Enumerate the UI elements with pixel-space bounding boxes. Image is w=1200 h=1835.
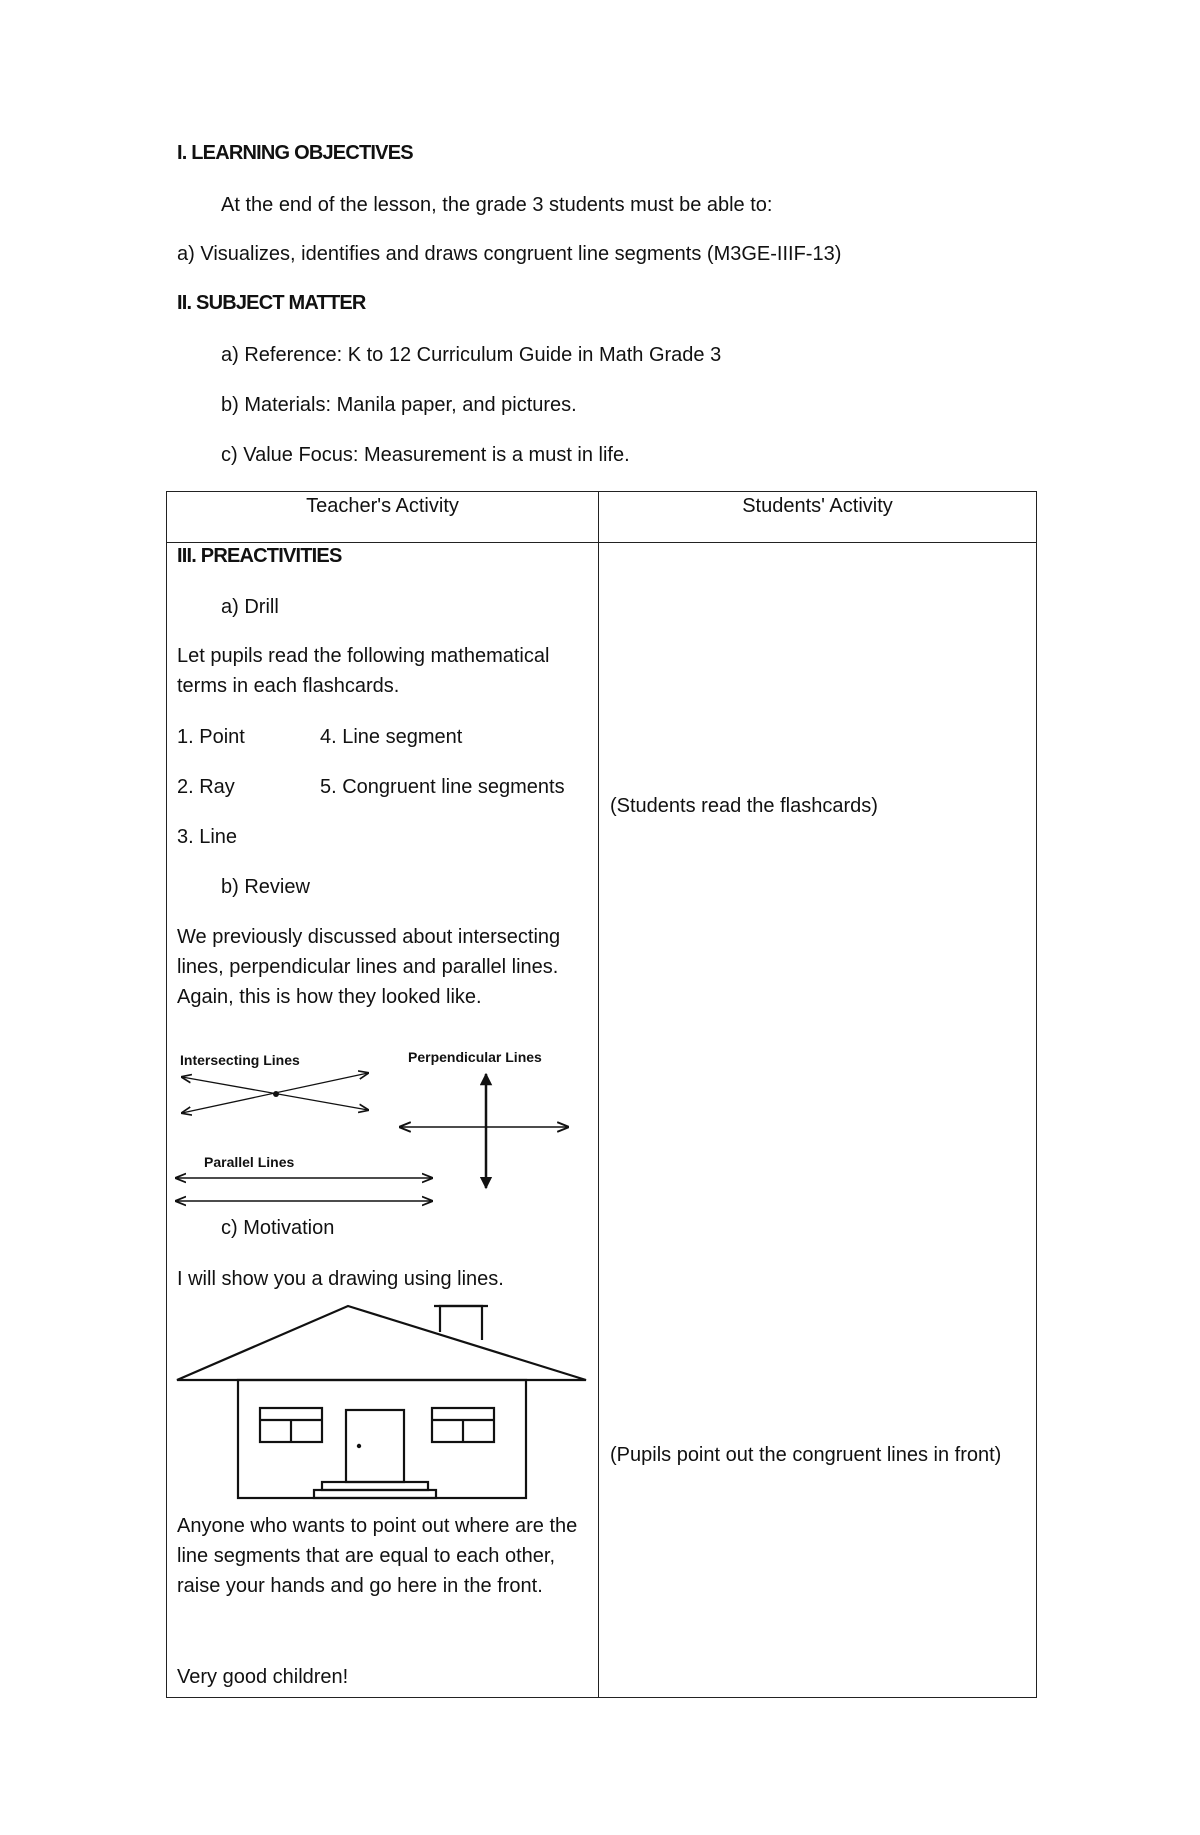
perpendicular-lines-drawing [400,1074,568,1188]
review-label: b) Review [221,876,310,898]
term-point: 1. Point [177,726,245,748]
drill-label: a) Drill [221,596,279,618]
pointout-text: Anyone who wants to point out where are the line segments that are equal to each other, raise your hands and go here in the front. [177,1515,578,1597]
objectives-heading: I. LEARNING OBJECTIVES [177,142,413,164]
table-right-border [1036,491,1037,1698]
drill-text: Let pupils read the following mathematical terms in each flashcards. [177,645,550,697]
student-response-flashcards: (Students read the flashcards) [610,795,878,817]
house-drawing [172,1296,592,1506]
table-header-border [166,542,1037,543]
motivation-text: I will show you a drawing using lines. [177,1268,504,1290]
motivation-label: c) Motivation [221,1217,335,1239]
term-line: 3. Line [177,826,238,848]
column-header-students: Students' Activity [742,495,893,517]
materials-line: b) Materials: Manila paper, and pictures. [221,394,577,416]
student-response-point-out: (Pupils point out the congruent lines in front) [610,1444,1002,1466]
house-roof [177,1306,586,1380]
table-left-border [166,491,167,1698]
house-chimney [440,1306,482,1340]
house-walls [238,1380,526,1498]
term-ray: 2. Ray [177,776,235,798]
objective-item-a: a) Visualizes, identifies and draws congruent line segments (M3GE-IIIF-13) [177,243,842,265]
line-types-figure [170,1040,598,1220]
objectives-intro: At the end of the lesson, the grade 3 students must be able to: [221,194,773,216]
parallel-lines-label: Parallel Lines [204,1154,295,1170]
subject-matter-heading: II. SUBJECT MATTER [177,292,366,314]
preactivities-heading: III. PREACTIVITIES [177,545,342,567]
reference-line: a) Reference: K to 12 Curriculum Guide in Math Grade 3 [221,344,722,366]
closing-text: Very good children! [177,1666,349,1688]
house-door [346,1410,404,1482]
table-bottom-border [166,1697,1037,1698]
intersecting-lines-label: Intersecting Lines [180,1052,300,1068]
parallel-lines-drawing [176,1178,432,1201]
intersecting-lines-drawing [182,1073,368,1113]
column-header-teacher: Teacher's Activity [306,495,459,517]
value-focus-line: c) Value Focus: Measurement is a must in life. [221,444,630,466]
term-congruent-line-segments: 5. Congruent line segments [320,776,565,798]
perpendicular-lines-label: Perpendicular Lines [408,1049,542,1065]
review-text: We previously discussed about intersecting lines, perpendicular lines and parallel lines. Again, this is how they looked like. [177,926,561,1008]
house-steps [322,1482,428,1490]
term-line-segment: 4. Line segment [320,726,463,748]
table-column-divider [598,491,599,1698]
